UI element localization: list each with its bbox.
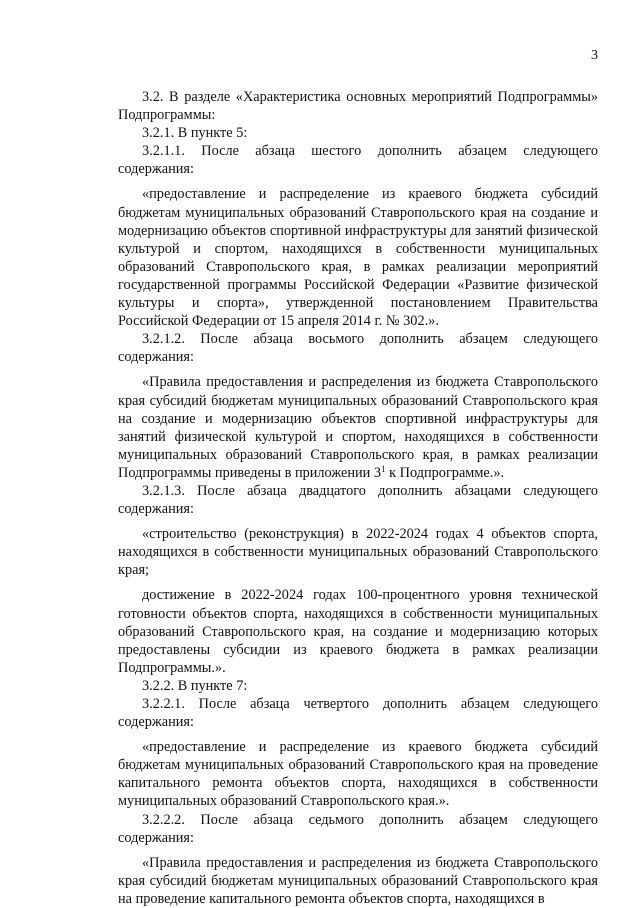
rules-text-after-appendix: к Подпрограмме.». [385,464,505,481]
paragraph-quote-capital-repair: «предоставление и распределение из краевого бюджета субсидий бюджетам муниципальных образований Ставропольского края на проведение капитального ремонта объектов спорта, находящихся в собственности муниципальных образований Ставропольского края.». [118,739,598,810]
appendix-superscript: 1 [381,463,386,474]
rules-text-before-appendix: «Правила предоставления и распределения из бюджета Ставропольского края субсидий бюджетам муниципальных образований Ставропольского края на создание и модернизацию объектов спортивной инфраструктуры для занятий физической культурой и спортом, находящихся в собственности муниципальных образований Ставропольского края, в рамках реализации Подпрограммы приведены в приложении 3 [118,374,598,481]
paragraph-3-2-1: 3.2.1. В пункте 5: [142,125,248,142]
paragraph-3-2-2: 3.2.2. В пункте 7: [142,677,248,694]
paragraph-readiness: достижение в 2022-2024 годах 100-процентного уровня технической готовности объектов спорта, находящихся в собственности муниципальных образований Ставропольского края, на создание и модернизацию которых предоставлены субсидии из краевого бюджета в рамках реализации Подпрограммы.». [118,587,598,676]
document-body [118,88,598,908]
paragraph-3-2-1-3: 3.2.1.3. После абзаца двадцатого дополнить абзацами следующего содержания: [118,482,598,518]
paragraph-quote-construction: «строительство (реконструкция) в 2022-2024 годах 4 объектов спорта, находящихся в собственности муниципальных образований Ставропольского края; [118,526,598,579]
paragraph-quote-rules-capital-repair: «Правила предоставления и распределения из бюджета Ставропольского края субсидий бюджетам муниципальных образований Ставропольского края на проведение капитального ремонта объектов спорта, находящихся в [118,854,598,907]
paragraph-quote-rules-appendix [118,373,598,482]
paragraph-quote-subsidies-modernization: «предоставление и распределение из краевого бюджета субсидий бюджетам муниципальных образований Ставропольского края на создание и модернизацию объектов спортивной инфраструктуры для занятий физической культурой и спортом, находящихся в собственности муниципальных образований Ставропольского края, в рамках реализации мероприятий государственной программы Российской Федерации «Развитие физической культуры и спорта», утвержденной постановлением Правительства Российской Федерации от 15 апреля 2014 г. № 302.». [118,186,598,330]
paragraph-3-2-1-1: 3.2.1.1. После абзаца шестого дополнить абзацем следующего содержания: [118,143,598,178]
page-number: 3 [591,48,598,63]
paragraph-3-2-2-2: 3.2.2.2. После абзаца седьмого дополнить абзацем следующего содержания: [118,811,598,846]
paragraph-3-2: 3.2. В разделе «Характеристика основных мероприятий Подпрограммы» Подпрограммы: [118,89,598,124]
paragraph-3-2-1-2: 3.2.1.2. После абзаца восьмого дополнить абзацем следующего содержания: [118,331,598,366]
paragraph-3-2-2-1: 3.2.2.1. После абзаца четвертого дополнить абзацем следующего содержания: [118,696,598,731]
